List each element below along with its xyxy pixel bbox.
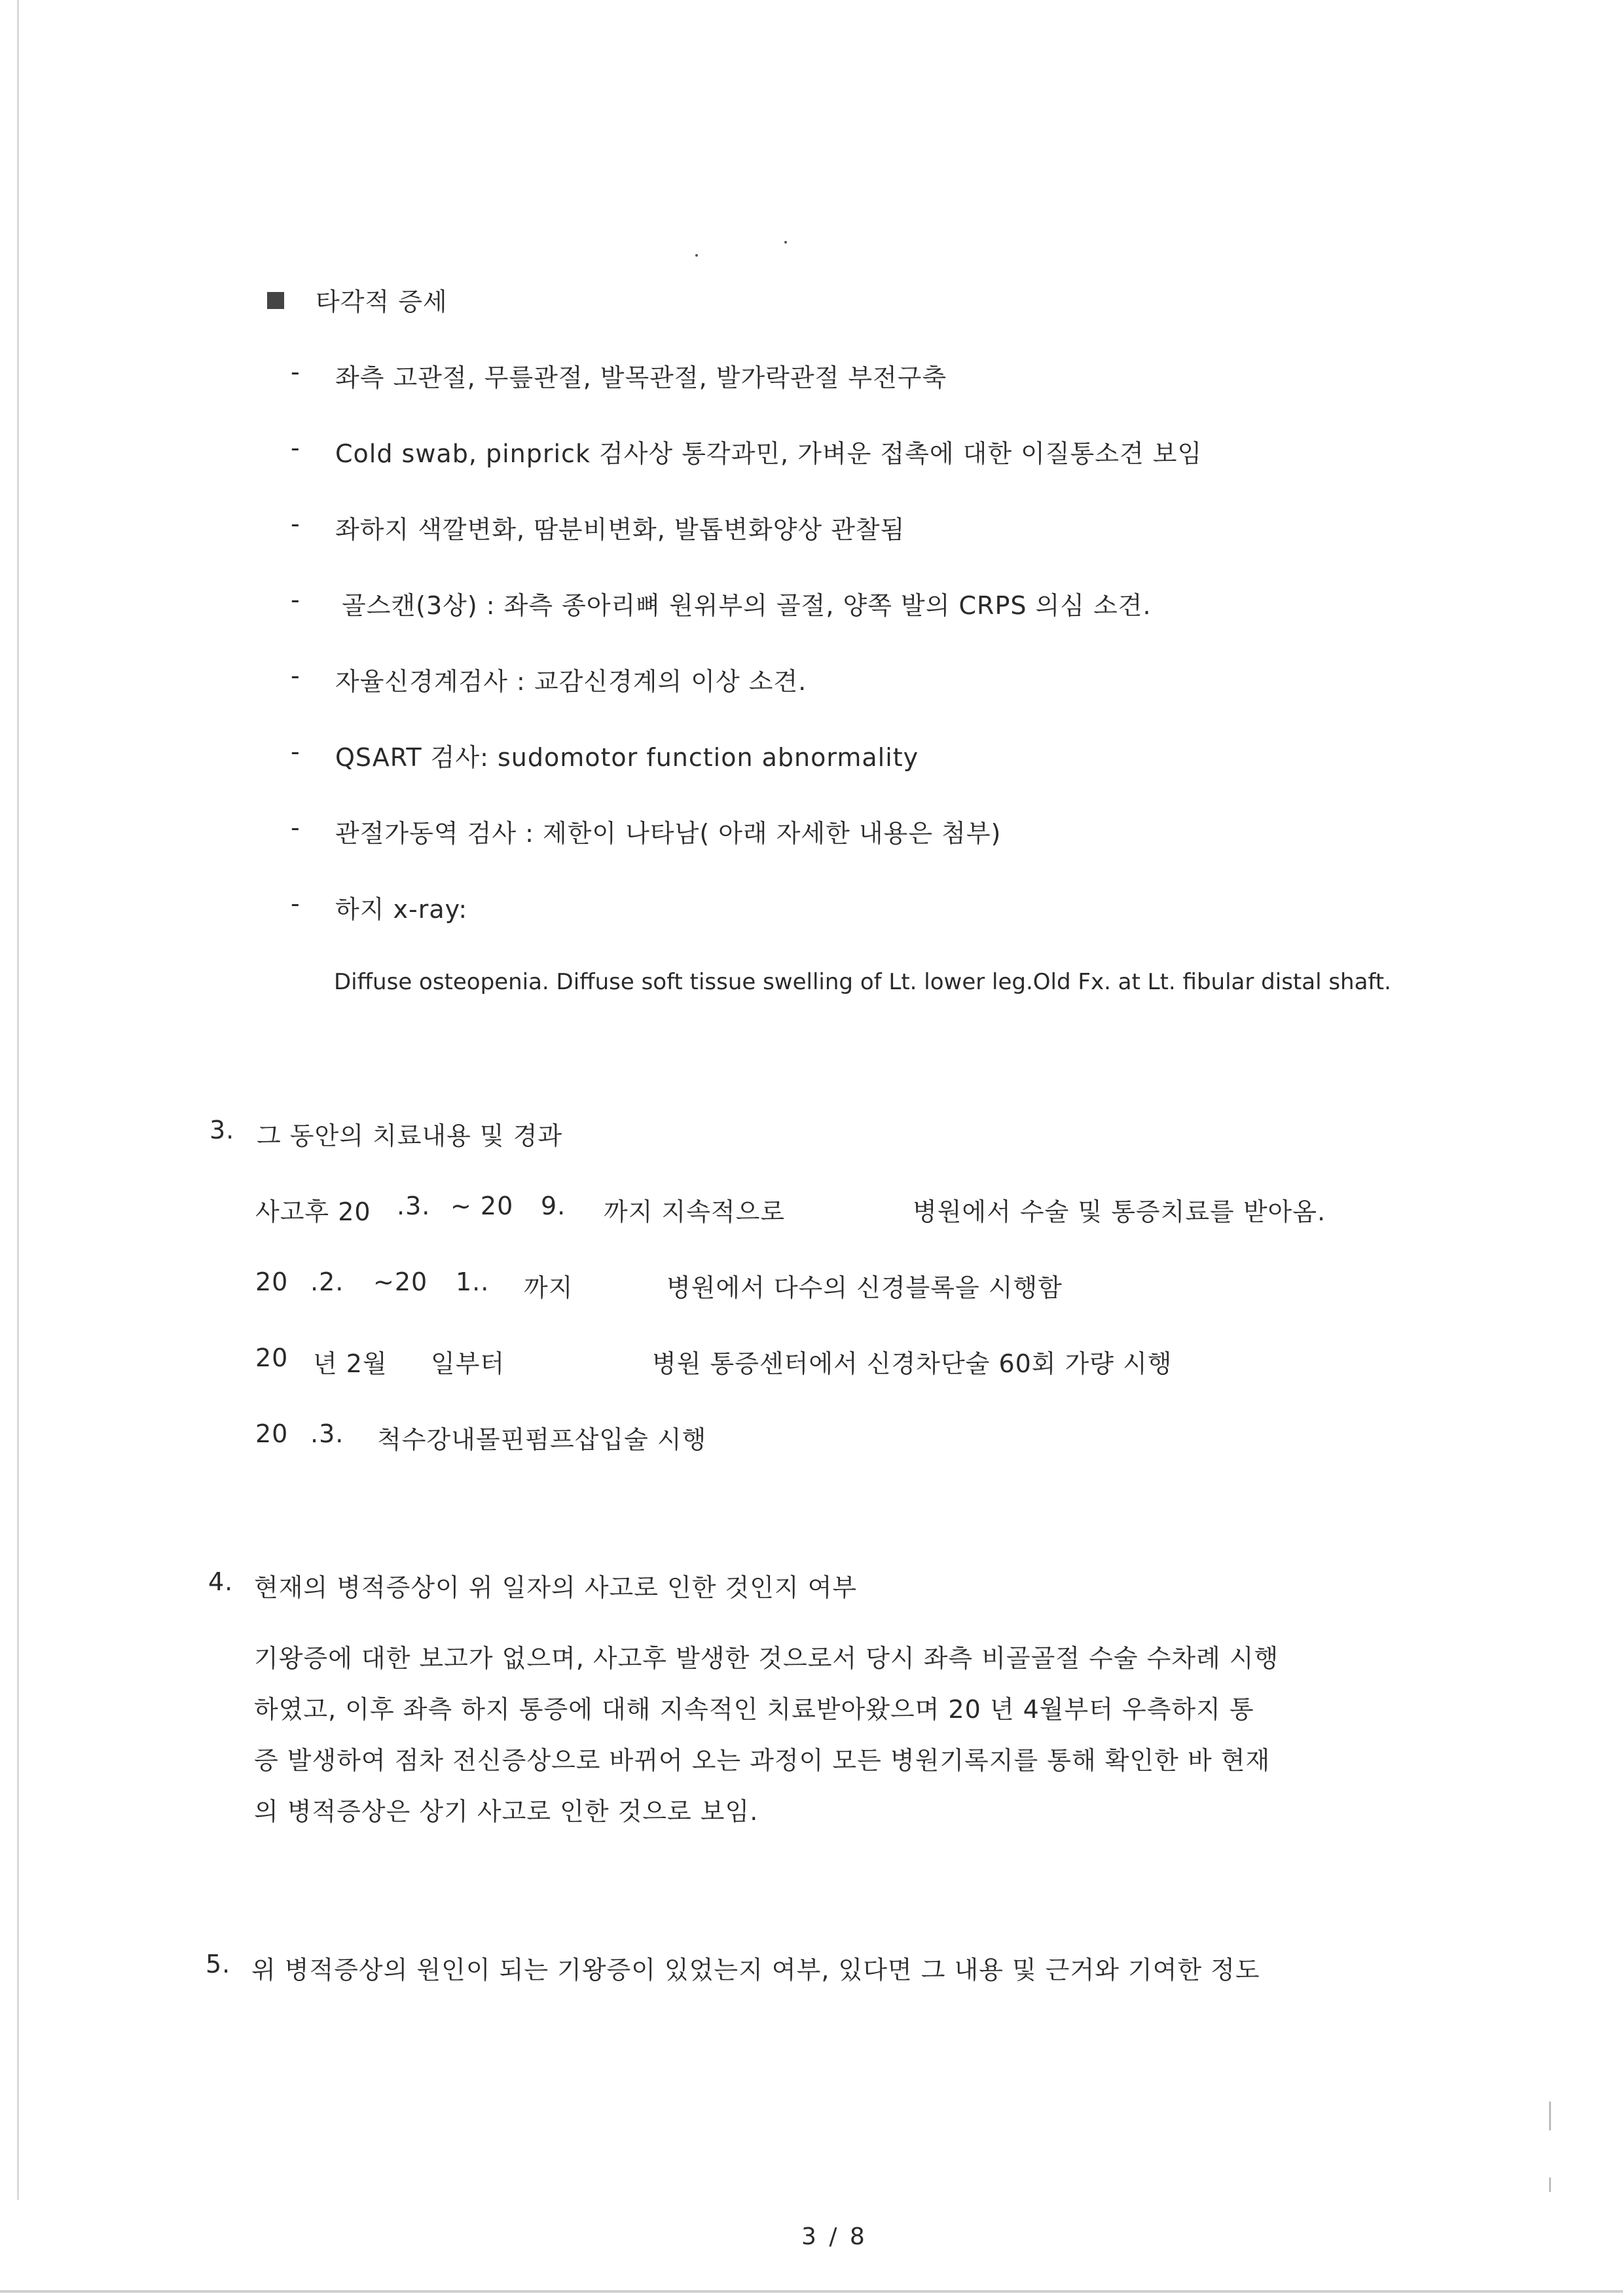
treatment-row-1-desc: 병원에서 수술 및 통증치료를 받아옴.	[913, 1197, 1326, 1226]
treatment-row-3-desc: 병원 통증센터에서 신경차단술 60회 가량 시행	[652, 1349, 1173, 1378]
section-4-paragraph	[254, 1633, 1364, 1837]
treatment-row-3-date: 년 2월	[313, 1349, 388, 1378]
list-dash: -	[291, 889, 300, 918]
treatment-row-3-from: 일부터	[431, 1349, 505, 1378]
paragraph-line: 하였고, 이후 좌측 하지 통증에 대해 지속적인 치료받아왔으며 20 년 4월부터 우측하지 통	[254, 1695, 1254, 1724]
scan-speck	[784, 241, 787, 244]
list-dash: -	[291, 737, 300, 766]
scan-speck	[695, 254, 698, 257]
list-item: 좌하지 색깔변화, 땀분비변화, 발톱변화양상 관찰됨	[335, 515, 905, 544]
treatment-row-4-desc: 척수강내몰핀펌프삽입술 시행	[377, 1425, 707, 1454]
treatment-row-4-date: .3.	[310, 1419, 344, 1448]
xray-detail: Diffuse osteopenia. Diffuse soft tissue swelling of Lt. lower leg.Old Fx. at Lt. fibular distal shaft.	[334, 969, 1391, 995]
paragraph-line: 기왕증에 대한 보고가 없으며, 사고후 발생한 것으로서 당시 좌측 비골골절 수술 수차례 시행	[254, 1644, 1279, 1673]
section-number-3: 3.	[210, 1116, 235, 1144]
scan-edge-bottom	[0, 2290, 1623, 2293]
treatment-row-1-date: .3.	[397, 1192, 431, 1220]
page-number: 3 / 8	[801, 2223, 867, 2250]
list-dash: -	[291, 813, 300, 842]
section-number-5: 5.	[206, 1950, 231, 1978]
list-dash: -	[291, 661, 300, 690]
section-number-4: 4.	[208, 1567, 234, 1596]
paragraph-line: 의 병적증상은 상기 사고로 인한 것으로 보임.	[254, 1797, 759, 1826]
treatment-row-2-start: 20	[255, 1267, 289, 1296]
treatment-row-4-start: 20	[255, 1419, 289, 1448]
list-dash: -	[291, 585, 300, 614]
treatment-row-3-start: 20	[255, 1343, 289, 1372]
list-item: 자율신경계검사 : 교감신경계의 이상 소견.	[335, 667, 807, 696]
section-heading-4: 현재의 병적증상이 위 일자의 사고로 인한 것인지 여부	[254, 1573, 858, 1602]
treatment-row-2-date-end: 1..	[456, 1267, 490, 1296]
treatment-row-1-until: 까지 지속적으로	[604, 1197, 786, 1226]
section-heading-3: 그 동안의 치료내용 및 경과	[257, 1121, 563, 1150]
list-dash: -	[291, 433, 300, 462]
scan-edge-left	[17, 0, 19, 2200]
list-dash: -	[291, 509, 300, 538]
square-bullet-icon	[267, 292, 284, 309]
treatment-row-2-to: ~20	[373, 1267, 428, 1296]
list-item: QSART 검사: sudomotor function abnormality	[335, 743, 919, 772]
list-item: Cold swab, pinprick 검사상 통각과민, 가벼운 접촉에 대한 이질통소견 보임	[335, 439, 1203, 468]
treatment-row-1-to: ~ 20	[450, 1192, 514, 1220]
list-item: 관절가동역 검사 : 제한이 나타남( 아래 자세한 내용은 첨부)	[335, 819, 1002, 848]
section-heading-symptoms: 타각적 증세	[316, 287, 448, 316]
list-item: 좌측 고관절, 무릎관절, 발목관절, 발가락관절 부전구축	[335, 363, 947, 392]
list-item: 골스캔(3상) : 좌측 종아리뼈 원위부의 골절, 양쪽 발의 CRPS 의심 소견.	[342, 591, 1152, 620]
treatment-row-1-date-end: 9.	[541, 1192, 566, 1220]
list-dash: -	[291, 357, 300, 386]
treatment-row-1-start: 사고후 20	[255, 1197, 371, 1226]
scan-mark	[1549, 2102, 1551, 2130]
scan-mark	[1549, 2178, 1551, 2192]
treatment-row-2-date: .2.	[310, 1267, 344, 1296]
list-item: 하지 x-ray:	[335, 895, 468, 924]
treatment-row-2-until: 까지	[524, 1273, 574, 1302]
section-heading-5: 위 병적증상의 원인이 되는 기왕증이 있었는지 여부, 있다면 그 내용 및 근거와 기여한 정도	[251, 1956, 1260, 1984]
treatment-row-2-desc: 병원에서 다수의 신경블록을 시행함	[666, 1273, 1063, 1302]
paragraph-line: 증 발생하여 점차 전신증상으로 바뀌어 오는 과정이 모든 병원기록지를 통해 확인한 바 현재	[254, 1746, 1271, 1775]
